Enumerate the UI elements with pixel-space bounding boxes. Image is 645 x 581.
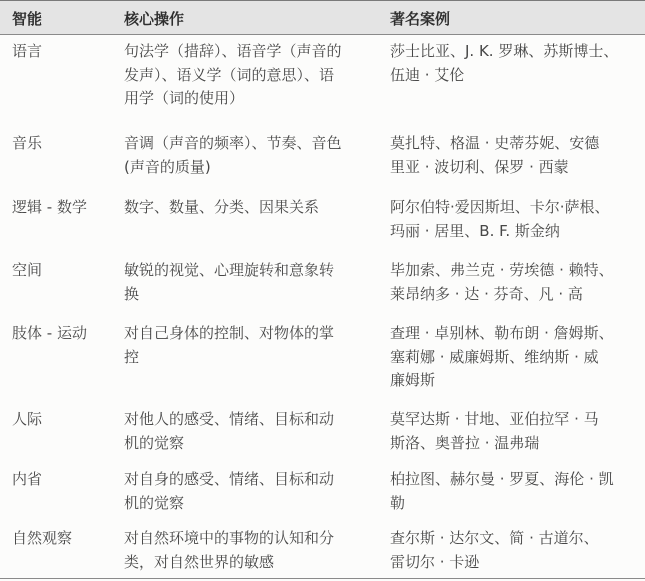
examples-line: 莫扎特、格温 · 史蒂芬妮、安德 xyxy=(390,134,600,152)
table-header xyxy=(0,0,645,35)
examples-cell xyxy=(390,468,640,515)
core-operations-cell xyxy=(124,132,378,179)
core-line: 敏锐的视觉、心理旋转和意象转 xyxy=(124,261,335,279)
core-operations-cell xyxy=(124,40,378,111)
core-operations-cell xyxy=(124,259,378,306)
header-intelligence: 智能 xyxy=(12,10,43,28)
intelligence-cell: 自然观察 xyxy=(12,529,73,547)
core-line: 对他人的感受、情绪、目标和动 xyxy=(124,410,335,428)
examples-cell xyxy=(390,196,640,243)
examples-line: 莫罕达斯 · 甘地、亚伯拉罕 · 马 xyxy=(390,410,599,428)
examples-cell xyxy=(390,408,640,455)
core-line: 对自己身体的控制、对物体的掌 xyxy=(124,324,335,342)
intelligence-cell: 语言 xyxy=(12,42,43,60)
core-line: 用学（词的使用） xyxy=(124,89,245,107)
core-line: 音调（声音的频率）、节奏、音色 xyxy=(124,134,342,152)
examples-line: 斯洛、奥普拉 · 温弗瑞 xyxy=(390,433,540,452)
examples-line: 毕加索、弗兰克 · 劳埃德 · 赖特、 xyxy=(390,261,614,279)
examples-cell xyxy=(390,40,640,87)
intelligence-cell: 内省 xyxy=(12,470,43,488)
examples-cell xyxy=(390,132,640,179)
core-line: 控 xyxy=(124,347,140,366)
examples-line: 塞莉娜 · 威廉姆斯、维纳斯 · 威 xyxy=(390,347,599,366)
core-line: 对自身的感受、情绪、目标和动 xyxy=(124,470,335,488)
examples-line: 查理 · 卓别林、勒布朗 · 詹姆斯、 xyxy=(390,324,614,342)
examples-line: 柏拉图、赫尔曼 · 罗夏、海伦 · 凯 xyxy=(390,470,614,488)
intelligence-cell: 逻辑 - 数学 xyxy=(12,198,87,216)
header-core-operations: 核心操作 xyxy=(124,10,185,28)
core-line: 句法学（措辞）、语音学（声音的 xyxy=(124,42,342,60)
core-operations-cell xyxy=(124,408,378,455)
intelligence-cell: 肢体 - 运动 xyxy=(12,324,87,342)
examples-cell xyxy=(390,527,640,574)
core-line: 机的觉察 xyxy=(124,433,185,452)
examples-cell xyxy=(390,259,640,306)
examples-line: 伍迪 · 艾伦 xyxy=(390,65,465,84)
examples-line: 勒 xyxy=(390,493,406,512)
examples-line: 阿尔伯特·爱因斯坦、卡尔·萨根、 xyxy=(390,198,610,216)
core-line: 发声）、语义学（词的意思）、语 xyxy=(124,65,335,84)
core-operations-cell xyxy=(124,468,378,515)
examples-line: 玛丽 · 居里、B. F. 斯金纳 xyxy=(390,221,560,240)
core-line: (声音的质量) xyxy=(124,157,211,176)
examples-line: 查尔斯 · 达尔文、简 · 古道尔、 xyxy=(390,529,599,547)
core-line: 换 xyxy=(124,284,140,303)
core-operations-cell xyxy=(124,527,378,574)
core-line: 数字、数量、分类、因果关系 xyxy=(124,198,320,216)
core-line: 机的觉察 xyxy=(124,493,185,512)
core-line: 类，对自然世界的敏感 xyxy=(124,552,275,571)
examples-line: 莎士比亚、J. K. 罗琳、苏斯博士、 xyxy=(390,42,619,60)
examples-line: 雷切尔 · 卡逊 xyxy=(390,552,480,571)
core-operations-cell xyxy=(124,322,378,369)
core-line: 对自然环境中的事物的认知和分 xyxy=(124,529,335,547)
core-operations-cell xyxy=(124,196,378,220)
examples-line: 莱昂纳多 · 达 · 芬奇、凡 · 高 xyxy=(390,284,583,303)
examples-cell xyxy=(390,322,640,393)
examples-line: 廉姆斯 xyxy=(390,371,436,389)
intelligence-cell: 音乐 xyxy=(12,134,43,152)
intelligence-cell: 人际 xyxy=(12,410,43,428)
header-famous-examples: 著名案例 xyxy=(390,10,451,28)
table-bottom-rule xyxy=(0,578,645,579)
examples-line: 里亚 · 波切利、保罗 · 西蒙 xyxy=(390,157,569,176)
intelligence-cell: 空间 xyxy=(12,261,43,279)
